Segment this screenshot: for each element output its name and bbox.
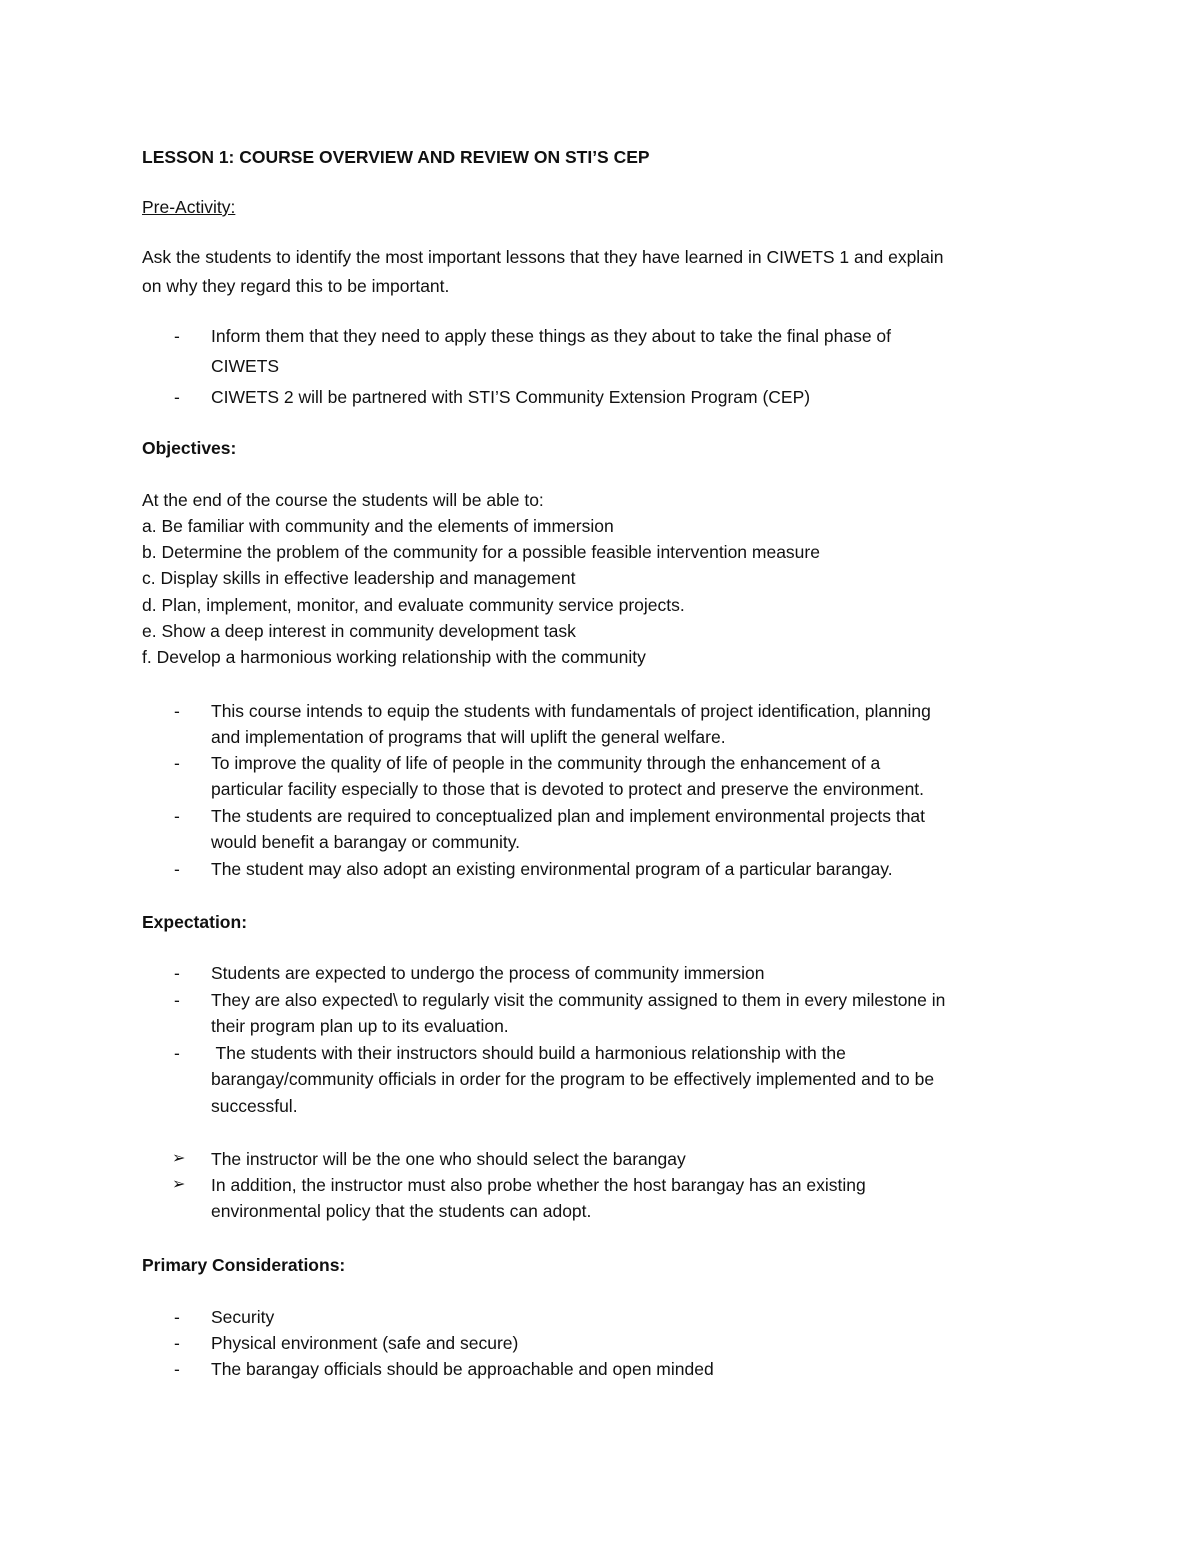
bullet-text: particular facility especially to those that is devoted to protect and preserve the environment.	[211, 779, 925, 799]
bullet-text: They are also expected\ to regularly visit the community assigned to them in every milestone in	[211, 990, 946, 1010]
bullet-dash: -	[174, 1333, 180, 1353]
bullet-text: Security	[211, 1307, 275, 1327]
bullet-text: The students are required to conceptualized plan and implement environmental projects that	[211, 806, 926, 826]
lesson-title: LESSON 1: COURSE OVERVIEW AND REVIEW ON STI’S CEP	[142, 147, 650, 167]
arrow-bullet-icon: ➢	[172, 1176, 186, 1193]
pre-activity-paragraph-line: Ask the students to identify the most important lessons that they have learned in CIWETS 1 and explain	[142, 247, 944, 267]
pre-activity-paragraph-line: on why they regard this to be important.	[142, 276, 450, 296]
bullet-text: The student may also adopt an existing environmental program of a particular barangay.	[211, 859, 893, 879]
objectives-heading: Objectives:	[142, 438, 237, 458]
bullet-text: The students with their instructors should build a harmonious relationship with the	[211, 1043, 846, 1063]
expectation-heading: Expectation:	[142, 912, 248, 932]
bullet-dash: -	[174, 859, 180, 879]
arrow-bullet-text: The instructor will be the one who should select the barangay	[211, 1149, 686, 1169]
bullet-dash: -	[174, 1307, 180, 1327]
bullet-text: CIWETS 2 will be partnered with STI’S Community Extension Program (CEP)	[211, 387, 811, 407]
bullet-text: their program plan up to its evaluation.	[211, 1016, 509, 1036]
bullet-dash: -	[174, 387, 180, 407]
objective-item: b. Determine the problem of the community for a possible feasible intervention measure	[142, 542, 820, 562]
bullet-text: and implementation of programs that will uplift the general welfare.	[211, 727, 726, 747]
bullet-dash: -	[174, 990, 180, 1010]
arrow-bullet-text: In addition, the instructor must also probe whether the host barangay has an existing	[211, 1175, 866, 1195]
arrow-bullet-icon: ➢	[172, 1150, 186, 1167]
bullet-text: This course intends to equip the students with fundamentals of project identification, planning	[211, 701, 931, 721]
pre-activity-heading: Pre-Activity:	[142, 197, 236, 217]
primary-considerations-heading: Primary Considerations:	[142, 1255, 346, 1275]
bullet-text: To improve the quality of life of people in the community through the enhancement of a	[211, 753, 881, 773]
objective-item: d. Plan, implement, monitor, and evaluate community service projects.	[142, 595, 685, 615]
bullet-dash: -	[174, 753, 180, 773]
bullet-text: Physical environment (safe and secure)	[211, 1333, 519, 1353]
bullet-text: Students are expected to undergo the process of community immersion	[211, 963, 765, 983]
bullet-text: barangay/community officials in order for the program to be effectively implemented and to be	[211, 1069, 935, 1089]
bullet-dash: -	[174, 963, 180, 983]
bullet-dash: -	[174, 326, 180, 346]
bullet-text: would benefit a barangay or community.	[211, 832, 521, 852]
bullet-dash: -	[174, 806, 180, 826]
objective-item: a. Be familiar with community and the elements of immersion	[142, 516, 614, 536]
arrow-bullet-text: environmental policy that the students can adopt.	[211, 1201, 592, 1221]
bullet-text: Inform them that they need to apply these things as they about to take the final phase of	[211, 326, 892, 346]
objective-item: c. Display skills in effective leadership and management	[142, 568, 576, 588]
bullet-dash: -	[174, 701, 180, 721]
bullet-text: CIWETS	[211, 356, 280, 376]
objective-item: f. Develop a harmonious working relationship with the community	[142, 647, 646, 667]
objective-item: e. Show a deep interest in community development task	[142, 621, 576, 641]
objectives-intro: At the end of the course the students will be able to:	[142, 490, 544, 510]
bullet-dash: -	[174, 1359, 180, 1379]
bullet-text: successful.	[211, 1096, 298, 1116]
bullet-text: The barangay officials should be approachable and open minded	[211, 1359, 714, 1379]
bullet-dash: -	[174, 1043, 180, 1063]
